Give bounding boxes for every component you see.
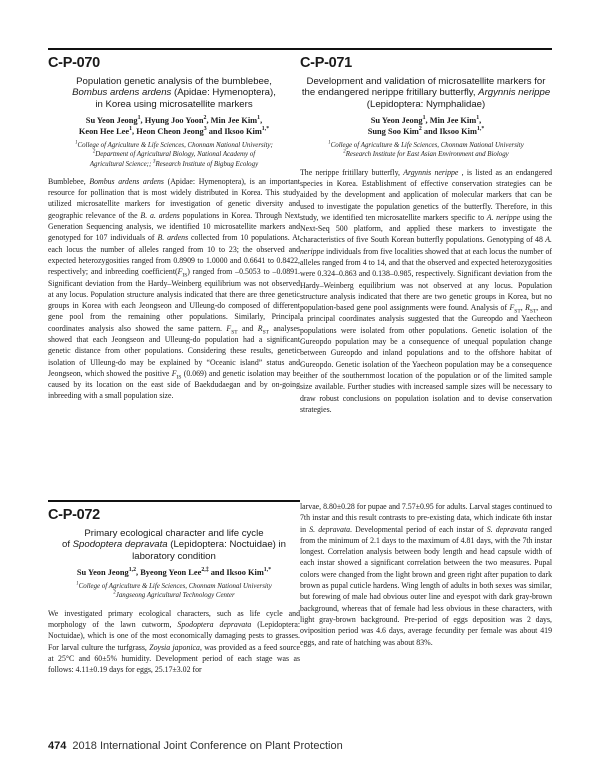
- abstract-continued: larvae, 8.80±0.28 for pupae and 7.57±0.95 for adults. Larval stages continued to 7th instar and this result contrasts to pre-existing data, which indicate 6th instar in S. depravata. Developmental period of each instar of S. depravata ranged from the minimum of 2.1 days to the maximum of 4.81 days, with the 7th instar longest. Correlation analysis between body length and head capsule width of each instar showed a significant correlation between the two measures. Pupal colors were changed from the light brown and green right after pupation to dark brown as pupal cuticle hardens. Wing length of adults in both sexes was similar, but forewing of male had obvious outer line and eyespot with dark gray-brown background, whereas that of female had less obvious in these characters, with light gray-brown background. Pre-period of eggs deposition was 2 days, oviposition period was 4.6 days, average fecundity per female was about 419 eggs, and rate of hatching was about 83%.: [300, 502, 552, 647]
- paper-c-p-072-continued: [300, 501, 552, 648]
- conference-name: 2018 International Joint Conference on Plant Protection: [72, 740, 343, 752]
- page-number: 474: [48, 740, 67, 752]
- paper-title: [48, 76, 300, 110]
- title-line: (Lepidoptera: Nymphalidae): [366, 98, 486, 110]
- author-line: Su Yeon Jeong$^{1,2}$, Byeong Yeon Lee$^{2,\ddagger}$ and Iksoo Kim$^{1,*}$: [76, 567, 272, 578]
- affiliation: $^2$Department of Agricultural Biology, National Academy of: [92, 150, 256, 159]
- species-name: Bombus ardens ardens: [72, 87, 172, 99]
- section-rule: [48, 48, 300, 50]
- author-list: [48, 567, 300, 578]
- author-list: [48, 115, 300, 137]
- abstract: Bumblebee, Bombus ardens ardens (Apidae: Hymenoptera), is an important resource for pollination that is most widely distributed in Korea. This study utilized microsatellite markers for investigation of genetic diversity and geographic relevance of the B. a. ardens populations in Korea. Through Next Generation Sequencing analysis, we identified 10 microsatellite markers and genotyped for 107 individuals of B. ardens collected from 10 populations. At each locus the number of alleles ranged from 10 to 23; the observed and expected heterozygosities ranged from 0.8909 to 1.0000 and 0.6641 to 0.8422, respectively; and inbreeding $coefficient(F_{IS})$ ranged from –0.5053 to –0.0891. Significant deviation from the Hardy–Weinberg equilibrium was not observed at any locus. Population structure analysis indicated that there are three genetic groups in Korea with each Jeongseon and Ulleung-do composed of different gene pool from the remaining other populations. Similarly, Principal coordinates analysis also showed the same pattern. $F_{ST}$ and $R_{ST}$ analyses showed that each Jeongseon and Ulleung-do population had a significant genetic distance from other populations. Considering these results, genetic isolation of Ulleung-do may be explained by “Oceanic island” status and Jeongseon, which showed the positive $F_{IS}$ (0.069) and genetic isolation may be caused by its location on the east side of Baekdudaegan and by on-going inbreeding with a small population size.: [48, 176, 301, 401]
- title-line: of Spodoptera depravata (Lepidoptera: Noctuidae) in: [61, 539, 287, 551]
- author-line: Su Yeon Jeong$^1$, Hyung Joo Yoon$^2$, Min Jee Kim$^1$,: [85, 115, 263, 126]
- affiliation: $^1$College of Agriculture & Life Sciences, Chonnam National University: [328, 140, 524, 150]
- species-name: Argynnis nerippe: [478, 87, 551, 99]
- author-line: Su Yeon Jeong$^1$, Min Jee Kim$^1$,: [370, 115, 482, 126]
- species-name: Spodoptera depravata: [72, 539, 168, 551]
- affiliations: [48, 141, 300, 169]
- author-line: Keon Hee Lee$^1$, Heon Cheon Jeong$^3$ and Iksoo Kim$^{1,*}$: [78, 126, 270, 137]
- affiliation: Agricultural Science;; $^3$Research Institute of Bigbug Ecology: [89, 159, 259, 168]
- affiliation: $^1$College of Agriculture & Life Sciences, Chonnam National University: [76, 581, 272, 591]
- affiliation: $^2$Research Institute for East Asian Environment and Biology: [343, 150, 509, 159]
- affiliations: [300, 141, 552, 159]
- abstract: The nerippe fritillary butterfly, Argynnis nerippe , is listed as an endangered species in Korea. Establishment of effective conservation strategies can be aided by the development and application of molecular markers that can be used to investigate the population genetics of the butterfly. Therefore, in this study, we identified ten microsatellite markers specific to A. nerippe using the Next-Seq 500 platform, and applied these markers to investigate the characteristics of five South Korean butterfly populations. Genotyping of 48 A. nerippe individuals from five localities showed that at each locus the number of alleles ranged from 4 to 14, and that the observed and expected heterozygosities were 0.324–0.863 and 0.138–0.985, respectively. Significant deviation from the Hardy–Weinberg equilibrium was not observed at any locus. Population structure analysis indicated that there are two genetic groups in Korea, but no population-based gene pool assignments were found. Analysis of $F_{ST}$, $R_{ST}$, and a principal coordinates analysis suggested that the Gureopdo and Yaecheon populations were isolated from other populations. Genetic isolation of the Gureopdo population may be a consequence of unequal population change between Gureopdo and inland populations and to the offshore habitat of Gureopdo. Genetic isolation of the Yaecheon population may be a consequence either of the southernmost location of the population or of the limited sample size available. Further studies with increased sample sizes will be necessary to draw robust conclusions on population isolation and to devise conservation strategies.: [300, 167, 553, 414]
- title-line: Primary ecological character and life cycle: [84, 528, 264, 539]
- title-line: Population genetic analysis of the bumblebee,: [76, 76, 272, 87]
- affiliation: $^2$Jangseong Agricultural Technology Center: [113, 591, 235, 600]
- title-line: Bombus ardens ardens (Apidae: Hymenoptera),: [72, 87, 276, 99]
- page-footer: [48, 740, 343, 752]
- title-line: Development and validation of microsatellite markers for: [306, 76, 546, 87]
- paper-code: C-P-071: [300, 55, 352, 71]
- paper-code: C-P-072: [48, 507, 100, 523]
- abstract: We investigated primary ecological characters, such as life cycle and morphology of the lawn cutworm, Spodoptera depravata (Lepidoptera: Noctuidae), which is one of the most economically damaging pests to grasses. For larval culture the turfgrass, Zoysia japonica, was provided as a feed source at 25°C and 60±5% humidity. Development period of each stage was as follows: 4.11±0.19 days for eggs, 25.17±3.02 for: [48, 608, 300, 675]
- section-rule: [300, 48, 552, 50]
- affiliations: [48, 582, 300, 600]
- title-line: in Korea using microsatellite markers: [95, 98, 253, 110]
- paper-c-p-072: [48, 500, 300, 675]
- paper-code: C-P-070: [48, 55, 100, 71]
- title-line: laboratory condition: [132, 550, 216, 562]
- paper-c-p-071: [300, 48, 552, 415]
- paper-c-p-070: [48, 48, 300, 402]
- affiliation: $^1$College of Agriculture & Life Sciences, Chonnam National University;: [75, 140, 273, 150]
- paper-title: [48, 528, 300, 562]
- paper-title: [300, 76, 552, 110]
- author-list: [300, 115, 552, 137]
- section-rule: [48, 500, 300, 502]
- title-line: the endangered nerippe fritillary butterfly, Argynnis nerippe: [301, 87, 551, 99]
- author-line: Sung Soo Kim$^2$ and Iksoo Kim$^{1,*}$: [367, 126, 485, 137]
